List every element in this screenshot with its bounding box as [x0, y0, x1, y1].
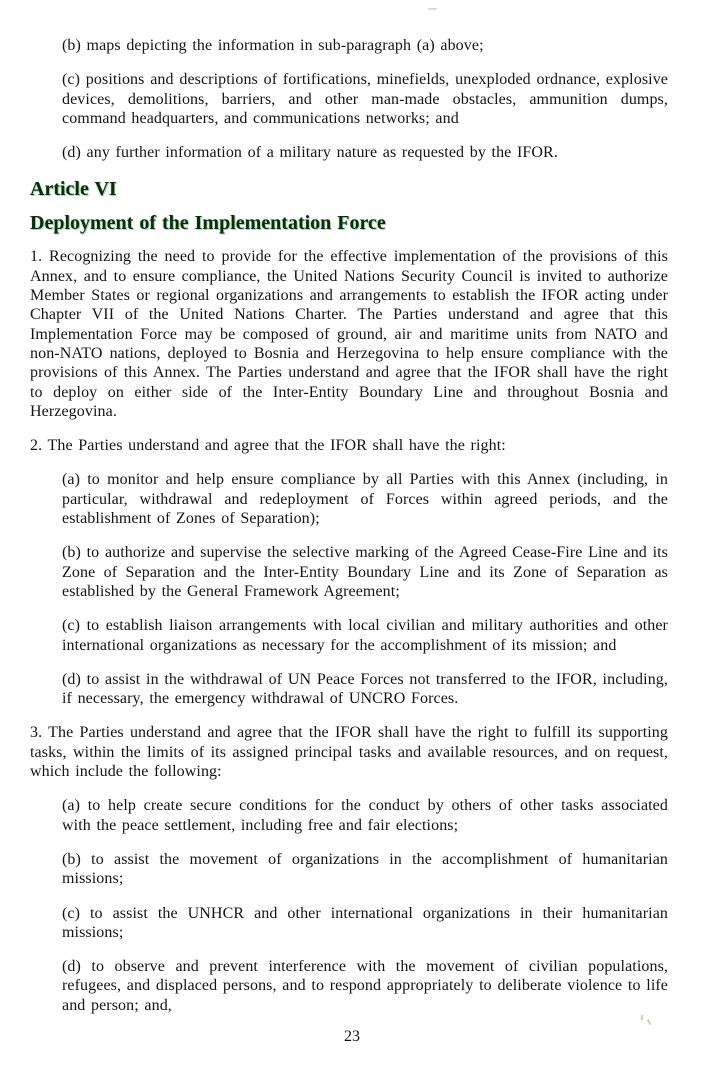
- list-item-1c: (c) positions and descriptions of fortifications, minefields, unexploded ordnance, explosive devices, demolitions, barriers, and other man-made obstacles, ammunition dumps, command headquarters, and communications networks; and: [62, 71, 668, 127]
- list-item-3a: (a) to help create secure conditions for the conduct by others of other tasks associated with the peace settlement, including free and fair elections;: [62, 797, 668, 834]
- list-item-1b: (b) maps depicting the information in sub-paragraph (a) above;: [62, 37, 484, 54]
- list-item-2b: (b) to authorize and supervise the selective marking of the Agreed Cease-Fire Line and its Zone of Separation and the Inter-Entity Boundary Line and its Zone of Separation as established by the General Framework Agreement;: [62, 544, 668, 600]
- list-item-3b: (b) to assist the movement of organizations in the accomplishment of humanitarian missions;: [62, 850, 668, 888]
- section-title: Deployment of the Implementation Force: [30, 212, 386, 235]
- article-heading: Article VI: [30, 178, 117, 201]
- document-content: [30, 36, 668, 1030]
- list-item-2d: (d) to assist in the withdrawal of UN Peace Forces not transferred to the IFOR, including, if necessary, the emergency withdrawal of UNCRO Forces.: [62, 670, 668, 708]
- list-item-3c: (c) to assist the UNHCR and other international organizations in their humanitarian missions;: [62, 904, 668, 941]
- paragraph-3: 3. The Parties understand and agree that the IFOR shall have the right to fulfill its supporting tasks, within the limits of its assigned principal tasks and available resources, and on request, which include the following:: [30, 724, 668, 781]
- list-item-2a: (a) to monitor and help ensure compliance by all Parties with this Annex (including, in particular, withdrawal and redeployment of Forces within agreed periods, and the establishment of Zones of Separation);: [62, 471, 668, 528]
- page-number: 23: [344, 1028, 360, 1045]
- paragraph-1: 1. Recognizing the need to provide for the effective implementation of the provisions of this Annex, and to ensure compliance, the United Nations Security Council is invited to authorize Member States or regional organizations and arrangements to establish the IFOR acting under Chapter VII of the United Nations Charter. The Parties understand and agree that this Implementation Force may be composed of ground, air and maritime units from NATO and non-NATO nations, deployed to Bosnia and Herzegovina to help ensure compliance with the provisions of this Annex. The Parties understand and agree that the IFOR shall have the right to deploy on either side of the Inter-Entity Boundary Line and throughout Bosnia and Herzegovina.: [30, 248, 668, 420]
- scan-artifact-top-dash: [428, 8, 437, 10]
- list-item-1d: (d) any further information of a military nature as requested by the IFOR.: [62, 144, 558, 162]
- list-item-3d: (d) to observe and prevent interference with the movement of civilian populations, refugees, and displaced persons, and to respond appropriately to deliberate violence to life and person; and,: [62, 958, 668, 1014]
- paragraph-2: 2. The Parties understand and agree that the IFOR shall have the right:: [30, 437, 506, 455]
- list-item-2c: (c) to establish liaison arrangements with local civilian and military authorities and other international organizations as necessary for the accomplishment of its mission; and: [62, 617, 668, 654]
